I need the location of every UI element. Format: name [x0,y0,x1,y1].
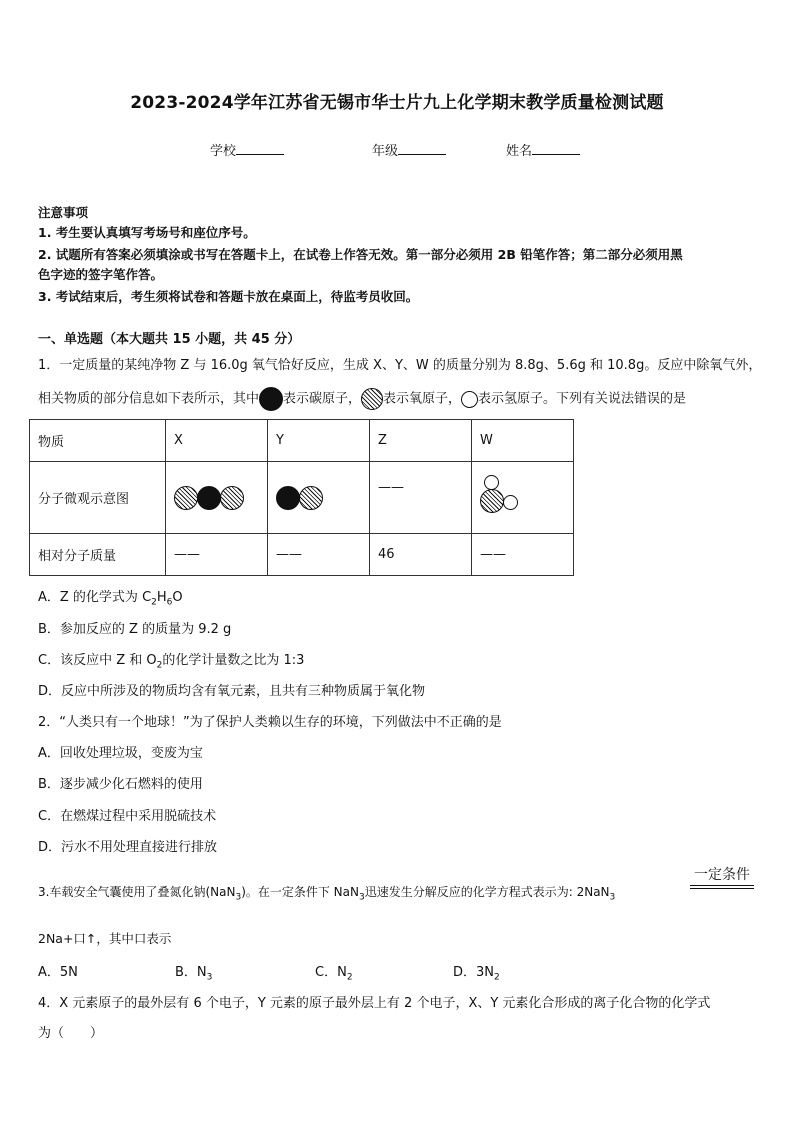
section-heading: 一、单选题（本大题共 15 小题，共 45 分） [38,332,301,347]
q4-stem-line2: 为（ ） [38,1026,104,1041]
q1-text-b: 表示碳原子， [283,391,362,407]
q3-text: 迅速发生分解反应的化学方程式表示为: 2NaN [364,885,610,899]
q2-option-b: B．逐步减少化石燃料的使用 [38,777,203,792]
opt-text: H [156,590,167,605]
table-header-cell: Y [268,420,370,462]
carbon-atom-icon [197,486,221,510]
table-header-cell: X [166,420,268,462]
opt-text: B．N [175,965,207,980]
table-header-cell: W [472,420,574,462]
opt-text: O [172,590,183,605]
q3-stem-line2: 2Na+口↑，其中口表示 [38,931,172,946]
oxygen-atom-icon [361,388,383,410]
table-cell: —— [370,462,472,534]
q1-option-d: D．反应中所涉及的物质均含有氧元素，且共有三种物质属于氧化物 [38,684,426,699]
subscript: 3 [206,972,213,983]
oxygen-atom-icon [220,486,244,510]
opt-text: D．3N [453,965,495,980]
school-label: 学校 [210,144,237,159]
water-molecule [480,475,530,521]
note-item-3: 3. 考试结束后，考生须将试卷和答题卡放在桌面上，待监考员收回。 [38,289,419,304]
q3-option-c [315,961,353,983]
hydrogen-atom-icon [503,495,518,510]
q3-option-d [453,961,500,983]
subscript: 3 [235,892,242,903]
opt-text: C．该反应中 Z 和 O [38,653,157,668]
q3-option-a: A．5N [38,965,78,980]
q3-option-b [175,961,212,983]
q1-option-b: B．参加反应的 Z 的质量为 9.2 g [38,622,232,637]
table-row [30,420,574,462]
subscript: 2 [151,597,157,608]
school-blank [236,142,284,155]
q1-option-a [38,586,183,608]
q3-text: 3.车载安全气囊使用了叠氮化钠(NaN [38,885,236,899]
equals-sign [690,885,754,889]
table-cell: 分子微观示意图 [30,462,166,534]
oxygen-atom-icon [174,486,198,510]
notes-heading: 注意事项 [38,205,89,220]
q3-stem [38,883,615,902]
school-field [210,140,284,159]
q1-stem-line2 [38,387,686,411]
molecule-y [268,462,370,534]
table-row [30,462,574,534]
molecule-x [166,462,268,534]
molecule-w [472,462,574,534]
opt-text: A．Z 的化学式为 C [38,590,152,605]
oxygen-atom-icon [299,486,323,510]
q2-option-a: A．回收处理垃圾，变废为宝 [38,746,203,761]
name-field [506,140,580,159]
table-cell: 相对分子质量 [30,534,166,576]
table-cell: —— [268,534,370,576]
hydrogen-atom-icon [461,391,478,408]
table-header-cell: 物质 [30,420,166,462]
subscript: 3 [359,892,365,903]
name-blank [532,142,580,155]
name-label: 姓名 [506,144,533,159]
table-cell: —— [166,534,268,576]
page-title: 2023-2024学年江苏省无锡市华士片九上化学期末教学质量检测试题 [130,93,664,113]
note-item-2: 2. 试题所有答案必须填涂或书写在答题卡上，在试卷上作答无效。第一部分必须用 2B 铅笔作答；第二部分必须用黑 [38,247,683,262]
condition-text: 一定条件 [694,867,750,883]
q2-option-d: D．污水不用处理直接进行排放 [38,840,218,855]
subscript: 3 [609,892,616,903]
note-item-1: 1. 考生要认真填写考场号和座位序号。 [38,225,256,240]
grade-field [372,140,446,159]
table-row [30,534,574,576]
q1-stem-line1: 1．一定质量的某纯净物 Z 与 16.0g 氧气恰好反应，生成 X、Y、W 的质量分别为 8.8g、5.6g 和 10.8g。反应中除氧气外， [38,358,762,373]
hydrogen-atom-icon [484,475,499,490]
q3-text: )。在一定条件下 NaN [241,885,359,899]
q1-text-d: 表示氢原子。下列有关说法错误的是 [478,391,687,407]
grade-blank [398,142,446,155]
carbon-atom-icon [259,387,283,411]
opt-text: C．N [315,965,347,980]
q2-stem: 2．“人类只有一个地球！”为了保护人类赖以生存的环境，下列做法中不正确的是 [38,715,502,730]
note-item-2-cont: 色字迹的签字笔作答。 [38,267,164,282]
table-cell: —— [472,534,574,576]
subscript: 6 [166,597,173,608]
oxygen-atom-icon [480,489,504,513]
table-header-cell: Z [370,420,472,462]
carbon-atom-icon [276,486,300,510]
q1-text-a: 相关物质的部分信息如下表所示，其中 [38,391,260,407]
opt-text: 的化学计量数之比为 1:3 [162,653,305,668]
subscript: 2 [156,660,163,671]
grade-label: 年级 [372,144,399,159]
molecule-table [29,419,574,576]
subscript: 2 [494,972,500,983]
q2-option-c: C．在燃煤过程中采用脱硫技术 [38,809,217,824]
q1-option-c [38,649,304,671]
subscript: 2 [346,972,353,983]
q4-stem-line1: 4．X 元素原子的最外层有 6 个电子，Y 元素的原子最外层上有 2 个电子，X、Y 元素化合形成的离子化合物的化学式 [38,996,711,1011]
table-cell: 46 [370,534,472,576]
reaction-condition [690,864,754,889]
q1-text-c: 表示氧原子， [383,391,462,407]
